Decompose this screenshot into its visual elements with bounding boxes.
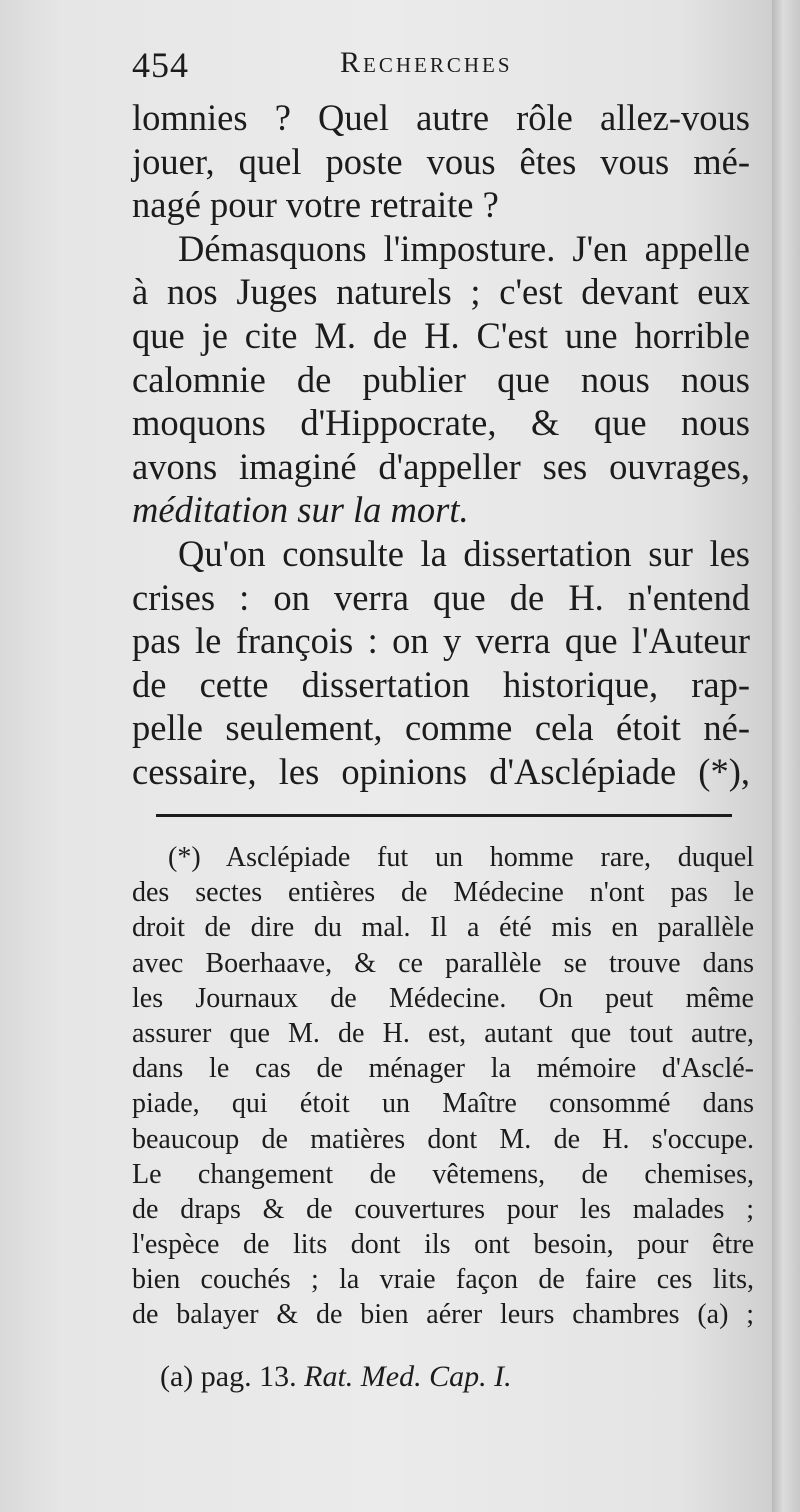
text-line: crises : on verra que de H. n'entend xyxy=(132,576,750,618)
text-line: lomnies ? Quel autre rôle allez-vous xyxy=(132,97,750,138)
marginal-reference-prefix: (a) pag. 13. xyxy=(160,1360,305,1393)
adjacent-page-edge xyxy=(772,0,800,1512)
text-line: pelle seulement, comme cela étoit né- xyxy=(132,707,750,749)
page-header xyxy=(132,40,612,84)
text-line: nagé pour votre retraite ? xyxy=(132,184,499,226)
footnote-line: des sectes entières de Médecine n'ont pas le xyxy=(132,877,754,909)
footnote xyxy=(132,840,754,1333)
footnote-line: dans le cas de ménager la mémoire d'Asclé- xyxy=(132,1053,754,1085)
text-line: calomnie de publier que nous nous xyxy=(132,358,750,400)
text-line: avons imaginé d'appeller ses ouvrages, xyxy=(132,445,750,487)
main-text xyxy=(132,96,750,794)
footnote-line: beaucoup de matières dont M. de H. s'occupe. xyxy=(132,1123,754,1155)
footnote-line: avec Boerhaave, & ce parallèle se trouve dans xyxy=(132,947,754,979)
text-line: que je cite M. de H. C'est une horrible xyxy=(132,314,750,356)
text-line: pas le françois : on y verra que l'Auteur xyxy=(132,620,750,662)
footnote-line: droit de dire du mal. Il a été mis en parallèle xyxy=(132,912,754,944)
footnote-line: bien couchés ; la vraie façon de faire ces lits, xyxy=(132,1264,754,1296)
running-title: Recherches xyxy=(340,46,513,79)
footnote-line: les Journaux de Médecine. On peut même xyxy=(132,982,754,1014)
text-line: Démasquons l'imposture. J'en appelle xyxy=(178,227,750,269)
text-line: moquons d'Hippocrate, & que nous xyxy=(132,402,750,444)
footnote-line: Le changement de vêtemens, de chemises, xyxy=(132,1158,754,1190)
footnote-line: de draps & de couvertures pour les malades ; xyxy=(132,1193,754,1225)
text-line: de cette dissertation historique, rap- xyxy=(132,663,750,705)
footnote-line: de balayer & de bien aérer leurs chambres (a) ; xyxy=(132,1299,754,1331)
footnote-line: l'espèce de lits dont ils ont besoin, pour être xyxy=(132,1229,754,1261)
footnote-line: (*) Asclépiade fut un homme rare, duquel xyxy=(168,842,754,873)
text-line: jouer, quel poste vous êtes vous mé- xyxy=(132,140,750,182)
page-number: 454 xyxy=(132,45,189,85)
text-line: méditation sur la mort. xyxy=(132,489,469,531)
marginal-reference xyxy=(160,1360,512,1394)
text-line: cessaire, les opinions d'Asclépiade (*), xyxy=(132,750,750,792)
footnote-line: assurer que M. de H. est, autant que tout autre, xyxy=(132,1017,754,1049)
text-line: à nos Juges naturels ; c'est devant eux xyxy=(132,271,750,313)
marginal-reference-source: Rat. Med. Cap. I. xyxy=(304,1360,512,1393)
text-line: Qu'on consulte la dissertation sur les xyxy=(178,532,750,574)
footnote-line: piade, qui étoit un Maître consommé dans xyxy=(132,1088,754,1120)
footnote-rule xyxy=(156,814,732,817)
